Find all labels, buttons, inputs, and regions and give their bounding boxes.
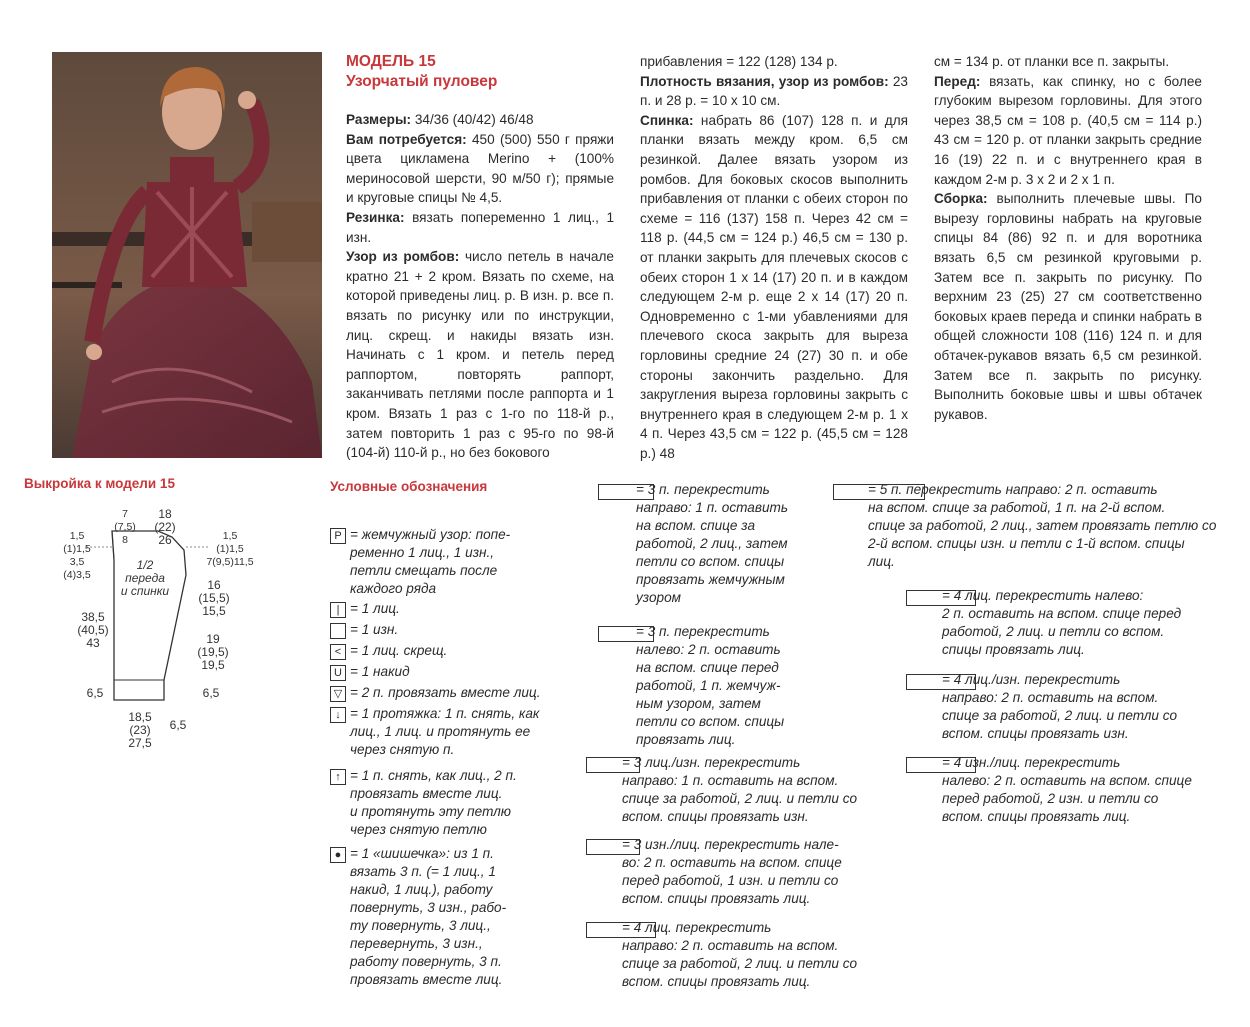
dim-top-left [108, 508, 142, 547]
dim-left-a-3: 3,5 [69, 556, 85, 568]
pattern-title: Выкройка к модели 15 [24, 476, 175, 491]
dim-left-length-2: (40,5) [77, 623, 109, 637]
materials-text: 450 (500) 550 г пряжи цвета цикламена Merino + (100% мериносовой шерсти, 90 м/50 г); прямые и круговые спицы № 4,5. [346, 131, 614, 206]
legend-title: Условные обозначения [330, 479, 488, 494]
legend-text-3: = 1 изн. [350, 622, 399, 637]
pattern-diagram [60, 505, 260, 755]
legend-text-9: = 1 «шишечка»: из 1 п. вязать 3 п. (= 1 лиц., 1 накид, 1 лиц.), работу повернуть, 3 изн., рабо- ту повернуть, 3 лиц., перевернуть, 3 изн., работу повернуть, 3 п. провязать вместе лиц. [350, 846, 507, 987]
dim-right-b-3: 15,5 [202, 604, 226, 618]
dim-right-a-2: (1)1,5 [216, 543, 244, 555]
dim-right-b-1: 16 [207, 578, 221, 592]
dim-right-c-1: 19 [206, 632, 220, 646]
pattern-paragraph [346, 247, 614, 463]
assembly-paragraph [934, 189, 1202, 424]
dim-right-a-1: 1,5 [222, 530, 238, 542]
rib-paragraph [346, 208, 614, 247]
rib-text: вязать попеременно 1 лиц., 1 изн. [346, 209, 614, 245]
cross-text-2: = 3 п. перекрестить налево: 2 п. оставить на вспом. спице перед работой, 1 п. жемчуж- ным узором, затем петли со вспом. спицы провязать лиц. [636, 624, 785, 747]
dim-right-b [196, 579, 232, 618]
legend-text-2: = 1 лиц. [350, 601, 400, 616]
dim-bottom-3: 27,5 [128, 736, 152, 750]
dim-right-c-3: 19,5 [201, 658, 225, 672]
dim-right-a-3: 7(9,5)11,5 [206, 556, 254, 568]
dim-top-right [148, 508, 182, 547]
legend-symbol-1: P [330, 528, 346, 544]
legend-symbol-2: | [330, 602, 346, 618]
assembly-text: выполнить плечевые швы. По вырезу горловины набрать на круговые спицы 84 (86) 92 п. и для воротника вязать 6,5 см резинкой круговыми р. Затем все п. закрыть по рисунку. По верхним 23 (25) 27 см соответственно боковых краев переда и спинки набрать в общей сложности 108 (116) 124 п. и для обтачек-рукавов вязать 6,5 см резинкой. Затем все п. закрыть по рисунку. Выполнить боковые швы и швы обтачек рукавов. [934, 191, 1202, 422]
dim-top-left-2: (7,5) [114, 521, 136, 533]
piece-label-2: переда [125, 571, 165, 585]
sizes-label: Размеры: [346, 112, 412, 127]
col2-continuation: прибавления = 122 (128) 134 р. [640, 54, 838, 69]
dim-right-c-2: (19,5) [197, 645, 229, 659]
dim-left-a-1: 1,5 [69, 530, 85, 542]
legend-symbol-4: < [330, 644, 346, 660]
density-label: Плотность вязания, узор из ромбов: [640, 73, 889, 89]
back-label: Спинка: [640, 112, 694, 128]
piece-label [112, 559, 178, 598]
back-text: набрать 86 (107) 128 п. и для планки вязать между кром. 6,5 см резинкой. Далее вязать узором из ромбов. Для боковых скосов выполнить прибавления от планки с обеих сторон по схеме = 116 (137) 158 п. Через 42 см = 118 р. (44,5 см = 124 р.) 46,5 см = 130 р. от планки закрыть для плечевых скосов с обеих сторон 1 х 14 (17) 20 п. и в каждом следующем 2-м р. еще 2 х 14 (17) 20 п. Одновременно с 1-ми убавлениями для плечевого скоса закрыть для выреза горловины средние 24 (27) 30 п. и обе стороны закончить раздельно. Для закругления выреза горловины закрыть с внутреннего края в следующем 2-м р. 1 х 4 п. Через 43,5 см = 122 р. (45,5 см = 128 р.) 48 [640, 112, 908, 461]
front-text: вязать, как спинку, но с более глубоким вырезом горловины. Для этого через 38,5 см = 108 р. (40,5 см = 114 р.) 43 см = 120 р. от планки закрыть средние 16 (19) 22 п. и с внутреннего края в каждом 2-м р. 3 х 2 и 2 х 1 п. [934, 73, 1202, 187]
materials-paragraph [346, 130, 614, 208]
dim-right-b-2: (15,5) [198, 591, 230, 605]
text-column-2 [640, 52, 908, 463]
dim-left-length [74, 611, 112, 650]
piece-label-3: и спинки [120, 584, 170, 598]
cross-text-9: = 4 изн./лиц. перекрестить налево: 2 п. оставить на вспом. спице перед работой, 2 изн. и петли со вспом. спицы провязать лиц. [942, 755, 1192, 824]
legend-symbol-3 [330, 623, 346, 639]
legend-symbol-7: ↓ [330, 707, 346, 723]
cross-text-6: = 5 п. перекрестить направо: 2 п. оставить на вспом. спице за работой, 1 п. на 2-й вспом. спице за работой, 2 лиц., затем провязать петлю со 2-й вспом. спицы изн. и петли с 1-й вспом. спицы лиц. [868, 482, 1217, 569]
dim-bottom-1: 18,5 [128, 710, 152, 724]
dim-bottom-rib: 6,5 [169, 718, 187, 732]
cross-text-1: = 3 п. перекрестить направо: 1 п. оставить на вспом. спице за работой, 2 лиц., затем петли со вспом. спицы провязать жемчужным узором [636, 482, 788, 605]
legend-text-5: = 1 накид [350, 664, 410, 679]
front-paragraph [934, 72, 1202, 190]
pattern-label: Узор из ромбов: [346, 249, 460, 265]
piece-label-1: 1/2 [136, 558, 154, 572]
text-column-1 [346, 52, 614, 463]
rib-label: Резинка: [346, 209, 405, 225]
dim-top-right-2: (22) [154, 520, 176, 534]
back-paragraph [640, 111, 908, 464]
cross-text-3: = 3 лиц./изн. перекрестить направо: 1 п. оставить на вспом. спице за работой, 2 лиц. и петли со вспом. спицы провязать изн. [622, 755, 858, 824]
density-paragraph [640, 72, 908, 111]
dim-left-a-2: (1)1,5 [63, 543, 91, 555]
dim-left-length-1: 38,5 [81, 610, 105, 624]
model-photo [52, 52, 322, 458]
legend-symbol-6: ▽ [330, 686, 346, 702]
dim-top-left-3: 8 [122, 534, 128, 546]
dim-top-right-1: 18 [158, 507, 172, 521]
dim-rib-left: 6,5 [86, 686, 104, 700]
sizes-text: 34/36 (40/42) 46/48 [411, 112, 534, 127]
legend-symbol-9: ● [330, 847, 346, 863]
front-label: Перед: [934, 73, 981, 89]
legend-text-1: = жемчужный узор: попе- ременно 1 лиц., 1 изн., петли смещать после каждого ряда [350, 527, 511, 596]
model-title: МОДЕЛЬ 15 [346, 53, 436, 70]
assembly-label: Сборка: [934, 191, 988, 207]
model-photo-illustration [52, 52, 322, 458]
dim-left-length-3: 43 [86, 636, 100, 650]
dim-rib-right: 6,5 [202, 686, 220, 700]
sizes-paragraph [346, 110, 614, 130]
legend-text-7: = 1 протяжка: 1 п. снять, как лиц., 1 лиц. и протянуть ее через снятую п. [350, 706, 540, 757]
dim-left-a [60, 530, 94, 582]
legend-text-4: = 1 лиц. скрещ. [350, 643, 448, 658]
legend-text-6: = 2 п. провязать вместе лиц. [350, 685, 541, 700]
cross-text-8: = 4 лиц./изн. перекрестить направо: 2 п. оставить на вспом. спице за работой, 2 лиц. и петли со вспом. спицы провязать изн. [942, 672, 1178, 741]
cross-text-5: = 4 лиц. перекрестить направо: 2 п. оставить на вспом. спице за работой, 2 лиц. и петли со вспом. спицы провязать лиц. [622, 920, 858, 989]
dim-right-a [202, 530, 258, 569]
dim-right-c [194, 633, 232, 672]
dim-bottom-2: (23) [129, 723, 151, 737]
text-column-3 [934, 52, 1202, 424]
dim-top-left-1: 7 [122, 508, 128, 520]
pattern-text: число петель в начале кратно 21 + 2 кром. Вязать по схеме, на которой приведены лиц. р. В изн. р. все п. вязать по рисунку или по инструкции, лиц. скрещ. и накиды вязать изн. Начинать с 1 кром. и петель перед раппортом, повторять раппорт, заканчивать петлями после раппорта и 1 кром. Вязать 1 раз с 1-го по 118-й р., затем повторить 1 раз с 95-го по 98-й (104-й) 110-й р., но без бокового [346, 249, 614, 461]
density-text: 23 п. и 28 р. = 10 х 10 см. [640, 73, 908, 109]
materials-label: Вам потребуется: [346, 131, 467, 147]
cross-text-4: = 3 изн./лиц. перекрестить нале- во: 2 п. оставить на вспом. спице перед работой, 1 изн. и петли со вспом. спицы провязать лиц. [622, 837, 842, 906]
dim-top-right-3: 26 [158, 533, 172, 547]
legend-text-8: = 1 п. снять, как лиц., 2 п. провязать вместе лиц. и протянуть эту петлю через снятую петлю [350, 768, 517, 837]
dim-left-a-4: (4)3,5 [63, 569, 91, 581]
model-subtitle: Узорчатый пуловер [346, 73, 498, 90]
legend-symbol-5: U [330, 665, 346, 681]
dim-bottom [120, 711, 160, 750]
legend-symbol-8: ↑ [330, 769, 346, 785]
col3-continuation: см = 134 р. от планки все п. закрыты. [934, 54, 1170, 69]
cross-text-7: = 4 лиц. перекрестить налево: 2 п. оставить на вспом. спице перед работой, 2 лиц. и петли со вспом. спицы провязать лиц. [942, 588, 1182, 657]
